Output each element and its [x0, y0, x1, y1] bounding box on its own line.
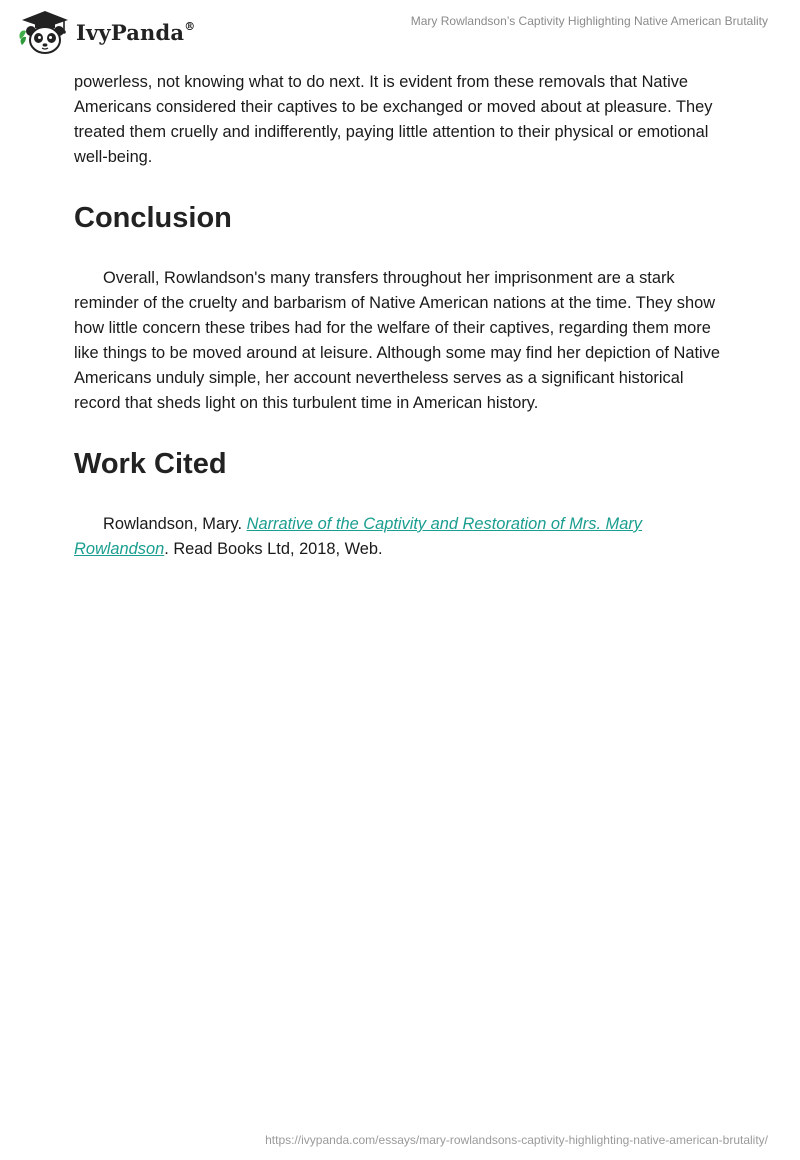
running-title: Mary Rowlandson’s Captivity Highlighting Native American Brutality: [410, 14, 768, 28]
citation-author: Rowlandson, Mary.: [103, 515, 247, 533]
intro-paragraph: powerless, not knowing what to do next. It is evident from these removals that Native Americans considered their captives to be exchanged or moved about at pleasure. They treated them cruelly and indifferently, paying little attention to their physical or emotional well-being.: [74, 73, 713, 166]
ivypanda-logo[interactable]: [16, 9, 195, 55]
page-header: [0, 0, 800, 64]
panda-graduate-icon: [16, 9, 74, 55]
conclusion-paragraph: Overall, Rowlandson's many transfers throughout her imprisonment are a stark reminder of the cruelty and barbarism of Native American nations at the time. They show how little concern these tribes had for the welfare of their captives, regarding them more like things to be moved around at leisure. Although some may find her depiction of Native Americans unduly simple, her account nevertheless serves as a significant historical record that sheds light on this turbulent time in American history.: [74, 269, 720, 412]
essay-body: [74, 70, 734, 562]
registered-mark: ®: [184, 19, 196, 33]
source-url[interactable]: https://ivypanda.com/essays/mary-rowlandsons-captivity-highlighting-native-american-brutality/: [265, 1133, 768, 1147]
conclusion-heading: Conclusion: [74, 202, 232, 234]
citation-title-link[interactable]: Narrative of the Captivity and Restoration of Mrs. Mary Rowlandson: [74, 515, 642, 558]
citation-publisher: . Read Books Ltd, 2018, Web.: [164, 540, 383, 558]
works-cited-heading: Work Cited: [74, 448, 227, 480]
citation-entry: [74, 512, 734, 562]
brand-name: IvyPanda®: [76, 19, 196, 45]
